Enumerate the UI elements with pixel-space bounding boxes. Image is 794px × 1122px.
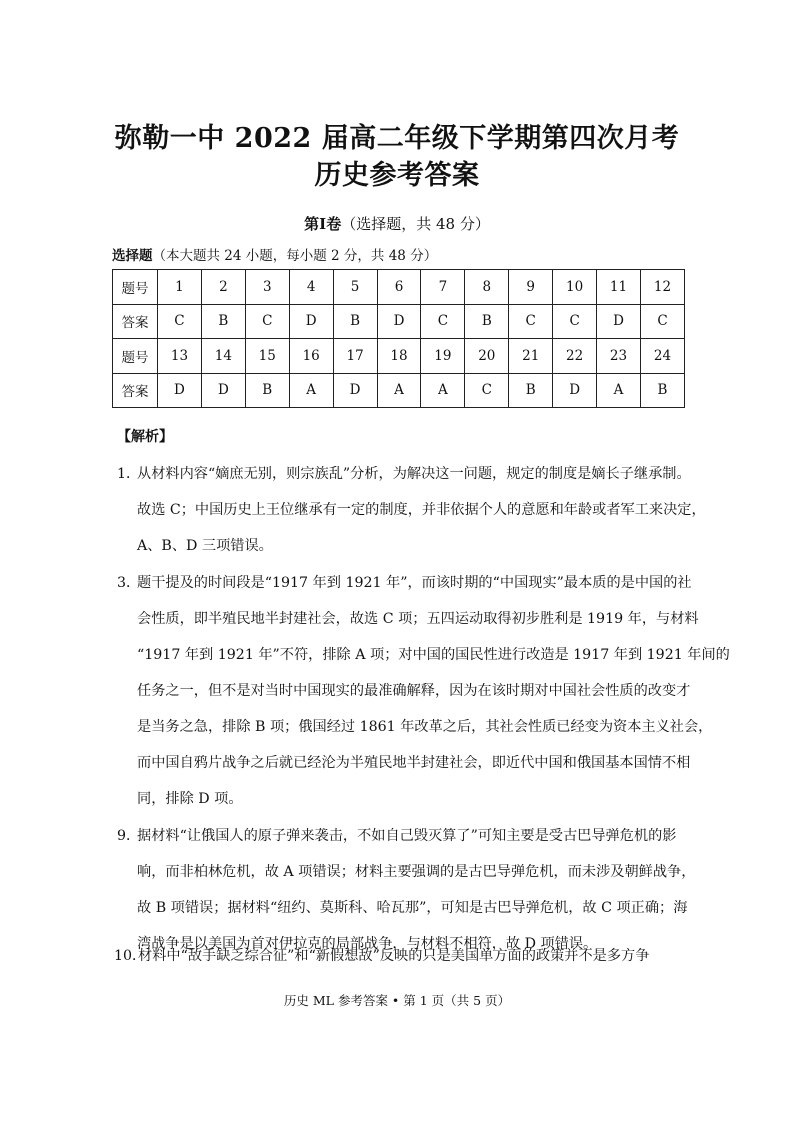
item-text-line: 响，而非柏林危机，故 A 项错误；材料主要强调的是古巴导弹危机，而未涉及朝鲜战争， [137,864,696,880]
item-text-line: 同，排除 D 项。 [137,791,243,807]
item-number: 1． [117,466,141,482]
table-cell: B [333,304,377,339]
analysis-item-1 [117,456,706,564]
table-cell: B [509,373,553,408]
item-text-line: 会性质，即半殖民地半封建社会，故选 C 项；五四运动取得初步胜利是 1919 年，与材料 [137,611,699,627]
table-row [113,339,685,374]
item-number: 10． [114,948,147,964]
choice-question-note [112,244,437,264]
table-cell: 5 [333,270,377,305]
row-label: 答案 [113,304,158,339]
table-cell: 22 [553,339,597,374]
table-cell: 8 [465,270,509,305]
table-cell: 12 [640,270,684,305]
table-cell: C [640,304,684,339]
table-row [113,373,685,408]
table-cell: 18 [377,339,421,374]
item-text-line: 任务之一，但不是对当时中国现实的最准确解释，因为在该时期对中国社会性质的改变才 [137,683,691,699]
item-text-line: 据材料“让俄国人的原子弹来袭击，不如自己毁灭算了”可知主要是受古巴导弹危机的影 [137,828,677,844]
item-text-line: 湾战争是以美国为首对伊拉克的局部战争，与材料不相符，故 D 项错误。 [137,936,598,952]
section-heading [0,213,794,234]
answer-table [112,269,685,408]
page-footer: 历史 ML 参考答案 • 第 1 页（共 5 页） [283,993,511,1008]
table-cell: D [377,304,421,339]
table-cell: 20 [465,339,509,374]
table-cell: 11 [597,270,641,305]
table-cell: C [158,304,202,339]
table-cell: 10 [553,270,597,305]
table-cell: 16 [289,339,333,374]
item-text-line: “1917 年到 1921 年”不符，排除 A 项；对中国的国民性进行改造是 1917 年到 1921 年间的 [137,647,730,663]
table-cell: A [377,373,421,408]
table-row [113,270,685,305]
table-cell: D [597,304,641,339]
table-cell: 19 [421,339,465,374]
document-subtitle: 历史参考答案 [314,160,480,191]
table-cell: D [158,373,202,408]
table-cell: B [201,304,245,339]
item-text-line: 材料中“敌手缺乏综合征”和“新假想敌”反映的只是美国单方面的政策并不是多方争 [138,948,650,964]
table-cell: A [597,373,641,408]
item-number: 9． [117,828,141,844]
table-row [113,304,685,339]
table-cell: D [289,304,333,339]
item-text-line: 故选 C；中国历史上王位继承有一定的制度，并非依据个人的意愿和年龄或者军工来决定， [137,502,706,518]
table-cell: B [640,373,684,408]
item-number: 3． [117,575,141,591]
table-cell: 7 [421,270,465,305]
table-cell: 2 [201,270,245,305]
table-cell: 24 [640,339,684,374]
row-label: 答案 [113,373,158,408]
analysis-item-10 [114,938,684,974]
table-cell: D [553,373,597,408]
table-cell: C [465,373,509,408]
analysis-heading: 【解析】 [117,429,173,445]
table-cell: 6 [377,270,421,305]
item-text-line: 从材料内容“嫡庶无别，则宗族乱”分析，为解决这一问题，规定的制度是嫡长子继承制。 [137,466,691,482]
table-cell: 1 [158,270,202,305]
document-title: 弥勒一中 2022 届高二年级下学期第四次月考 [114,123,680,154]
item-text-line: A、B、D 三项错误。 [137,538,273,554]
item-text-line: 题干提及的时间段是“1917 年到 1921 年”，而该时期的“中国现实”最本质的是中国的社 [137,575,692,591]
table-cell: 14 [201,339,245,374]
item-text-line: 是当务之急，排除 B 项；俄国经过 1861 年改革之后，其社会性质已经变为资本主义社会， [137,719,713,735]
table-cell: 9 [509,270,553,305]
item-text-line: 而中国自鸦片战争之后就已经沦为半殖民地半封建社会，即近代中国和俄国基本国情不相 [137,755,691,771]
table-cell: 17 [333,339,377,374]
table-cell: C [509,304,553,339]
table-cell: 13 [158,339,202,374]
table-cell: 23 [597,339,641,374]
table-cell: 4 [289,270,333,305]
table-cell: 15 [245,339,289,374]
item-text-line: 故 B 项错误；据材料“纽约、莫斯科、哈瓦那”，可知是古巴导弹危机，故 C 项正确；海 [137,900,688,916]
choice-label: 选择题 [112,248,153,264]
table-cell: A [289,373,333,408]
row-label: 题号 [113,339,158,374]
section-title: 第Ⅰ卷 [304,215,342,233]
table-cell: D [333,373,377,408]
table-cell: 3 [245,270,289,305]
table-cell: C [553,304,597,339]
table-cell: 21 [509,339,553,374]
table-cell: D [201,373,245,408]
table-cell: B [245,373,289,408]
table-cell: C [245,304,289,339]
analysis-item-3 [117,565,730,817]
choice-detail: （本大题共 24 小题，每小题 2 分，共 48 分） [152,248,438,264]
table-cell: C [421,304,465,339]
table-cell: A [421,373,465,408]
row-label: 题号 [113,270,158,305]
table-cell: B [465,304,509,339]
section-detail: （选择题，共 48 分） [341,215,490,233]
